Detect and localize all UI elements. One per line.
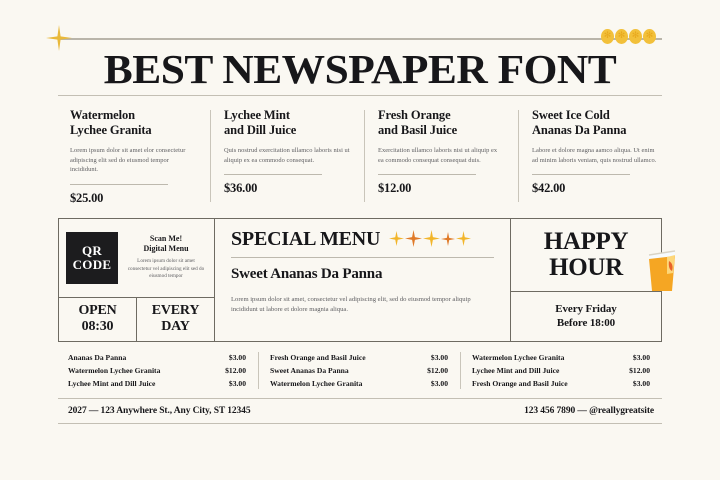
- price-row-price: $3.00: [430, 378, 448, 388]
- qr-title: Scan Me! Digital Menu: [143, 234, 189, 254]
- qr-block: [58, 219, 215, 341]
- star-sparkle-icon: [389, 231, 404, 246]
- footer-address: 2027 — 123 Anywhere St., Any City, ST 12345: [68, 405, 251, 416]
- sparkle-stars: [389, 230, 471, 247]
- divider: [378, 174, 476, 175]
- price-row-name: Sweet Ananas Da Panna: [270, 365, 349, 375]
- price-row-price: $12.00: [427, 365, 448, 375]
- price-row-price: $12.00: [225, 365, 246, 375]
- price-row: [270, 364, 448, 377]
- price-row-name: Fresh Orange and Basil Juice: [472, 378, 568, 388]
- happy-hour-schedule: Every Friday Before 18:00: [555, 303, 617, 329]
- page-title: BEST NEWSPAPER FONT: [103, 46, 617, 92]
- price-row: [472, 364, 650, 377]
- qr-code-image[interactable]: QR CODE: [66, 232, 118, 284]
- menu-item-3: [518, 108, 662, 206]
- price-row: [472, 351, 650, 364]
- price-row: [68, 364, 246, 377]
- special-menu-subtitle: Sweet Ananas Da Panna: [231, 265, 383, 282]
- open-days: EVERY DAY: [136, 298, 214, 341]
- header-top-rule: [58, 31, 662, 41]
- happy-hour-block: [511, 219, 662, 341]
- menu-item-description: Exercitation ullamco laboris nisi ut aliquip ex ea commodo consequat consequat duis.: [378, 147, 498, 164]
- menu-item-price: $42.00: [532, 181, 566, 195]
- special-menu-block: [215, 219, 511, 341]
- divider: [224, 174, 322, 175]
- price-row: [270, 351, 448, 364]
- open-hours: OPEN 08:30: [78, 303, 117, 334]
- happy-hour-title: HAPPY HOUR: [543, 227, 629, 281]
- menu-columns: [58, 108, 662, 216]
- price-row: [270, 377, 448, 390]
- qr-row: [59, 219, 214, 298]
- price-row-name: Ananas Da Panna: [68, 352, 127, 362]
- menu-item-name: Fresh Orange and Basil Juice: [378, 108, 458, 137]
- menu-item-0: [58, 108, 210, 206]
- star-sparkle-icon: [405, 230, 422, 247]
- special-menu-description: Lorem ipsum dolor sit amet, consectetur vel adipiscing elit, sed do eiusmod tempor aliquip incididunt ut labore et dolore magnia aliqua.: [231, 295, 471, 313]
- price-row-name: Lychee Mint and Dill Juice: [472, 365, 560, 375]
- price-row-price: $3.00: [228, 378, 246, 388]
- menu-item-price: $12.00: [378, 181, 412, 195]
- price-row-price: $3.00: [632, 352, 650, 362]
- star-sparkle-icon: [456, 231, 471, 246]
- price-list-2: [460, 351, 662, 390]
- menu-item-price: $25.00: [70, 190, 104, 205]
- price-row-name: Watermelon Lychee Granita: [270, 378, 363, 388]
- menu-item-name: Lychee Mint and Dill Juice: [224, 108, 297, 137]
- price-list-0: [58, 351, 258, 390]
- dot-badge: ✻: [643, 29, 656, 44]
- menu-item-name: Watermelon Lychee Granita: [70, 108, 152, 137]
- drink-glass-icon: [645, 247, 679, 293]
- price-row-name: Lychee Mint and Dill Juice: [68, 378, 156, 388]
- happy-hour-title-area: [511, 219, 661, 292]
- star-sparkle-icon: [423, 230, 440, 247]
- price-row-price: $3.00: [228, 352, 246, 362]
- feature-band: [58, 218, 662, 342]
- dot-badge: ✻: [601, 29, 614, 44]
- menu-item-description: Quis nostrud exercitation ullamco laboris nisi ut aliquip ex ea commodo consequat.: [224, 147, 350, 164]
- divider: [70, 184, 168, 185]
- menu-item-price: $36.00: [224, 181, 258, 195]
- menu-poster: [58, 31, 662, 442]
- divider: [231, 257, 494, 258]
- header-dot-badges: [601, 29, 656, 44]
- dot-badge: ✻: [615, 29, 628, 44]
- price-row: [472, 377, 650, 390]
- menu-item-2: [364, 108, 518, 206]
- price-row-price: $3.00: [632, 378, 650, 388]
- divider: [532, 174, 630, 175]
- star-sparkle-icon: [441, 232, 455, 246]
- footer: [58, 399, 662, 423]
- special-menu-title: SPECIAL MENU: [231, 227, 381, 250]
- hours-row: [59, 298, 214, 341]
- price-list-1: [258, 351, 460, 390]
- price-row-price: $12.00: [629, 365, 650, 375]
- menu-item-description: Lorem ipsum dolor sit amet elor consectetur adipiscing elit sed do eiusmod tempor incididunt.: [70, 147, 186, 173]
- menu-item-name: Sweet Ice Cold Ananas Da Panna: [532, 108, 627, 137]
- footer-contact: 123 456 7890 — @reallygreatsite: [524, 405, 654, 416]
- price-row: [68, 377, 246, 390]
- price-row-price: $3.00: [430, 352, 448, 362]
- menu-item-1: [210, 108, 364, 206]
- price-lists: [58, 351, 662, 398]
- qr-description: Lorem ipsum dolor sit amet consectetur vel adipiscing elit sed do eiusmod tempor: [127, 258, 205, 280]
- price-row-name: Watermelon Lychee Granita: [68, 365, 161, 375]
- price-row-name: Watermelon Lychee Granita: [472, 352, 565, 362]
- menu-item-description: Labore et dolore magna aamco aliqua. Ut enim ad minim laboris veniam, quis nostrud ullamco.: [532, 147, 657, 164]
- special-menu-header: [231, 227, 494, 251]
- qr-text: [118, 234, 207, 281]
- price-row: [68, 351, 246, 364]
- title-bottom-rule: [58, 95, 662, 96]
- price-row-name: Fresh Orange and Basil Juice: [270, 352, 366, 362]
- footer-bottom-rule: [58, 423, 662, 424]
- dot-badge: ✻: [629, 29, 642, 44]
